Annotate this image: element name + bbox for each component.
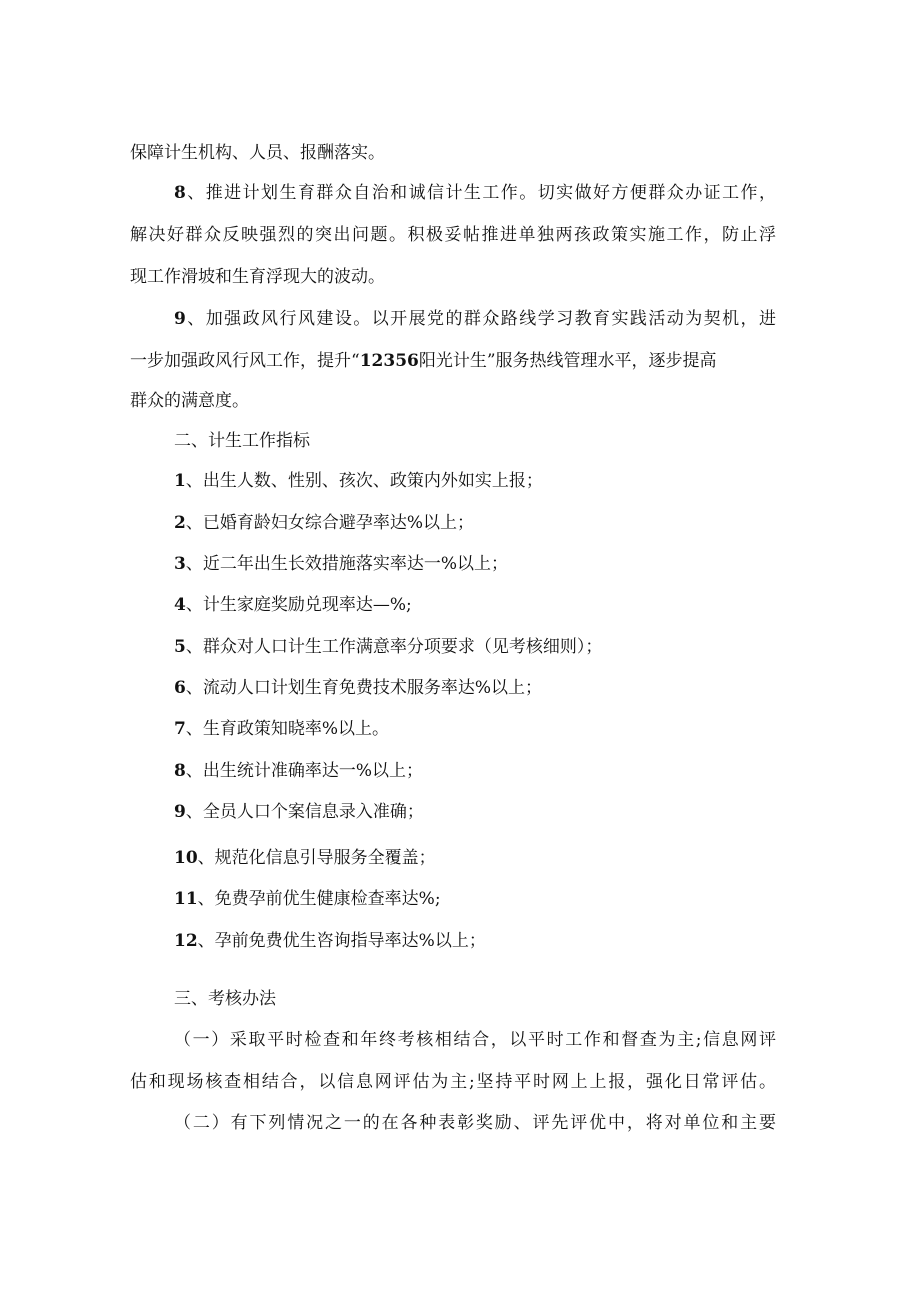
text-line bbox=[130, 142, 385, 164]
item-number: 6 bbox=[174, 678, 186, 698]
item-number: 4 bbox=[174, 595, 186, 615]
item-number: 9 bbox=[174, 802, 186, 822]
text: （一）采取平时检查和年终考核相结合，以平时工作和督查为主;信息网评 bbox=[174, 1030, 776, 1050]
item-text: 、生育政策知晓率%以上。 bbox=[185, 719, 389, 739]
text-line bbox=[130, 266, 385, 288]
item-number: 8 bbox=[174, 761, 186, 781]
text: 、推进计划生育群众自治和诚信计生工作。切实做好方便群众办证工作， bbox=[185, 183, 776, 203]
list-item bbox=[174, 930, 486, 952]
list-item bbox=[174, 760, 423, 782]
section-heading: 二、计生工作指标 bbox=[174, 431, 310, 451]
text-line bbox=[130, 350, 776, 372]
list-item bbox=[174, 636, 602, 658]
list-item bbox=[174, 847, 436, 869]
list-item bbox=[174, 801, 424, 823]
item-number: 7 bbox=[174, 719, 186, 739]
list-item bbox=[174, 718, 389, 740]
text: 解决好群众反映强烈的突出问题。积极妥帖推进单独两孩政策实施工作，防止浮 bbox=[130, 225, 776, 245]
text: 一步加强政风行风工作，提升“ bbox=[130, 351, 360, 371]
text-line bbox=[174, 308, 776, 330]
hotline-number: 12356 bbox=[359, 351, 419, 371]
item-text: 、群众对人口计生工作满意率分项要求（见考核细则）； bbox=[185, 637, 603, 657]
item-text: 、流动人口计划生育免费技术服务率达%以上； bbox=[185, 678, 542, 698]
item-number: 2 bbox=[174, 513, 186, 533]
list-item bbox=[174, 553, 508, 575]
item-text: 、孕前免费优生咨询指导率达%以上； bbox=[197, 931, 486, 951]
item-text: 、计生家庭奖励兑现率达—%; bbox=[185, 595, 412, 615]
item-text: 、规范化信息引导服务全覆盖； bbox=[197, 848, 436, 868]
list-item bbox=[174, 470, 543, 492]
text-line bbox=[174, 182, 776, 204]
item-number: 5 bbox=[174, 637, 186, 657]
text: 阳光计生”服务热线管理水平，逐步提高 bbox=[418, 351, 717, 371]
item-number: 8 bbox=[174, 183, 186, 203]
text: 保障计生机构、人员、报酬落实。 bbox=[130, 143, 385, 163]
list-item bbox=[174, 512, 474, 534]
text-line bbox=[174, 1112, 776, 1134]
list-item bbox=[174, 888, 441, 910]
item-text: 、已婚育龄妇女综合避孕率达%以上； bbox=[185, 513, 474, 533]
text-line bbox=[130, 224, 776, 246]
item-number: 10 bbox=[174, 848, 198, 868]
text: 现工作滑坡和生育浮现大的波动。 bbox=[130, 267, 385, 287]
item-text: 、全员人口个案信息录入准确； bbox=[185, 802, 424, 822]
item-number: 3 bbox=[174, 554, 186, 574]
text-line bbox=[174, 1029, 776, 1051]
item-number: 1 bbox=[174, 471, 186, 491]
item-text: 、近二年出生长效措施落实率达一%以上； bbox=[185, 554, 508, 574]
item-text: 、出生人数、性别、孩次、政策内外如实上报； bbox=[185, 471, 543, 491]
text: 群众的满意度。 bbox=[130, 391, 249, 411]
item-number: 12 bbox=[174, 931, 198, 951]
text: 估和现场核查相结合，以信息网评估为主;坚持平时网上上报，强化日常评估。 bbox=[130, 1072, 776, 1092]
item-text: 、免费孕前优生健康检查率达%; bbox=[197, 889, 441, 909]
text-line bbox=[130, 1071, 776, 1093]
item-text: 、出生统计准确率达一%以上； bbox=[185, 761, 423, 781]
list-item bbox=[174, 594, 412, 616]
list-item bbox=[174, 677, 542, 699]
text: 、加强政风行风建设。以开展党的群众路线学习教育实践活动为契机，进 bbox=[185, 309, 776, 329]
text-line bbox=[130, 390, 249, 412]
item-number: 9 bbox=[174, 309, 186, 329]
item-number: 11 bbox=[174, 889, 198, 909]
text: （二）有下列情况之一的在各种表彰奖励、评先评优中，将对单位和主要 bbox=[174, 1113, 776, 1133]
section-heading: 三、考核办法 bbox=[174, 989, 276, 1009]
